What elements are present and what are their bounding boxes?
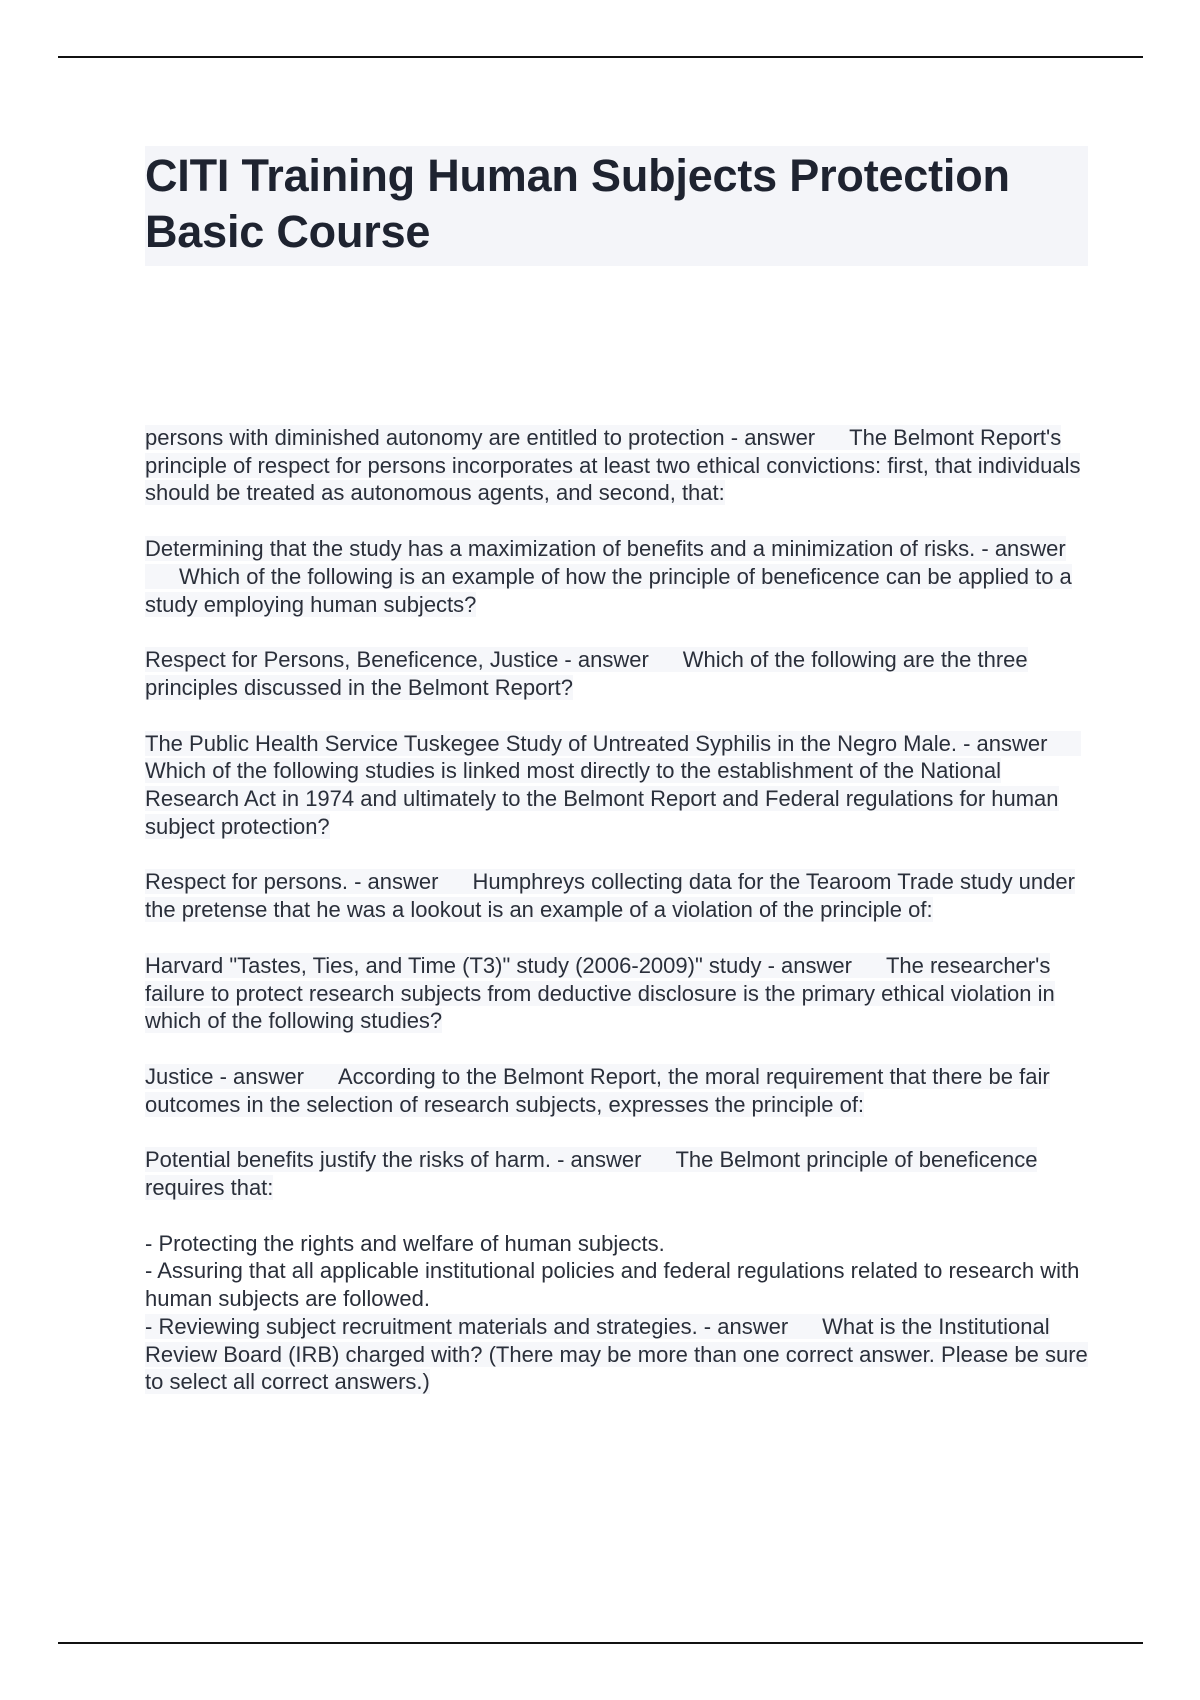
qa-answer: Respect for Persons, Beneficence, Justice - answer — [145, 647, 649, 673]
qa-answer: Harvard "Tastes, Ties, and Time (T3)" study (2006-2009)" study - answer — [145, 952, 852, 978]
qa-answer: Determining that the study has a maximization of benefits and a minimization of risks. - answer — [145, 536, 1066, 562]
qa-answer: Justice - answer — [145, 1063, 304, 1089]
qa-list — [145, 424, 1090, 1424]
top-divider — [58, 56, 1143, 58]
qa-question: Which of the following is an example of how the principle of beneficence can be applied to a study employing human subjects? — [145, 563, 1072, 617]
page-title: CITI Training Human Subjects Protection Basic Course — [145, 150, 1010, 257]
qa-answer: The Public Health Service Tuskegee Study of Untreated Syphilis in the Negro Male. - answer — [145, 730, 1048, 756]
qa-question: Humphreys collecting data for the Tearoom Trade study under the pretense that he was a lookout is an example of a violation of the principle of: — [145, 869, 1075, 923]
qa-answer: persons with diminished autonomy are entitled to protection - answer — [145, 425, 816, 450]
bottom-divider — [58, 1642, 1143, 1644]
qa-question: Which of the following studies is linked most directly to the establishment of the National Research Act in 1974 and ultimately to the Belmont Report and Federal regulations for human subject protection? — [145, 758, 1059, 839]
qa-answer-line: - Reviewing subject recruitment materials and strategies. - answer — [145, 1313, 789, 1339]
qa-item-6 — [145, 952, 1090, 1035]
title-block — [145, 146, 1088, 266]
qa-question: The Belmont Report's principle of respect for persons incorporates at least two ethical convictions: first, that individuals should be treated as autonomous agents, and second, that: — [145, 425, 1081, 506]
qa-question: Which of the following are the three principles discussed in the Belmont Report? — [145, 647, 1028, 700]
qa-question: The researcher's failure to protect research subjects from deductive disclosure is the primary ethical violation in which of the following studies? — [145, 952, 1055, 1034]
qa-question: The Belmont principle of beneficence requires that: — [145, 1147, 1038, 1201]
qa-item-2 — [145, 535, 1090, 618]
qa-item-5 — [145, 868, 1090, 923]
qa-answer: Respect for persons. - answer — [145, 869, 439, 895]
qa-item-7 — [145, 1063, 1090, 1118]
qa-item-1 — [145, 424, 1090, 507]
qa-item-9 — [145, 1230, 1090, 1396]
qa-item-4 — [145, 730, 1090, 841]
qa-item-8 — [145, 1146, 1090, 1201]
qa-question: What is the Institutional Review Board (IRB) charged with? (There may be more than one correct answer. Please be sure to select all correct answers.) — [145, 1313, 1088, 1395]
qa-answer-line: - Assuring that all applicable institutional policies and federal regulations related to research with human subjects are followed. — [145, 1258, 1080, 1312]
qa-answer-line: - Protecting the rights and welfare of human subjects. — [145, 1230, 665, 1256]
qa-item-3 — [145, 646, 1090, 701]
qa-answer: Potential benefits justify the risks of harm. - answer — [145, 1147, 642, 1173]
qa-question: According to the Belmont Report, the moral requirement that there be fair outcomes in the selection of research subjects, expresses the principle of: — [145, 1063, 1050, 1117]
